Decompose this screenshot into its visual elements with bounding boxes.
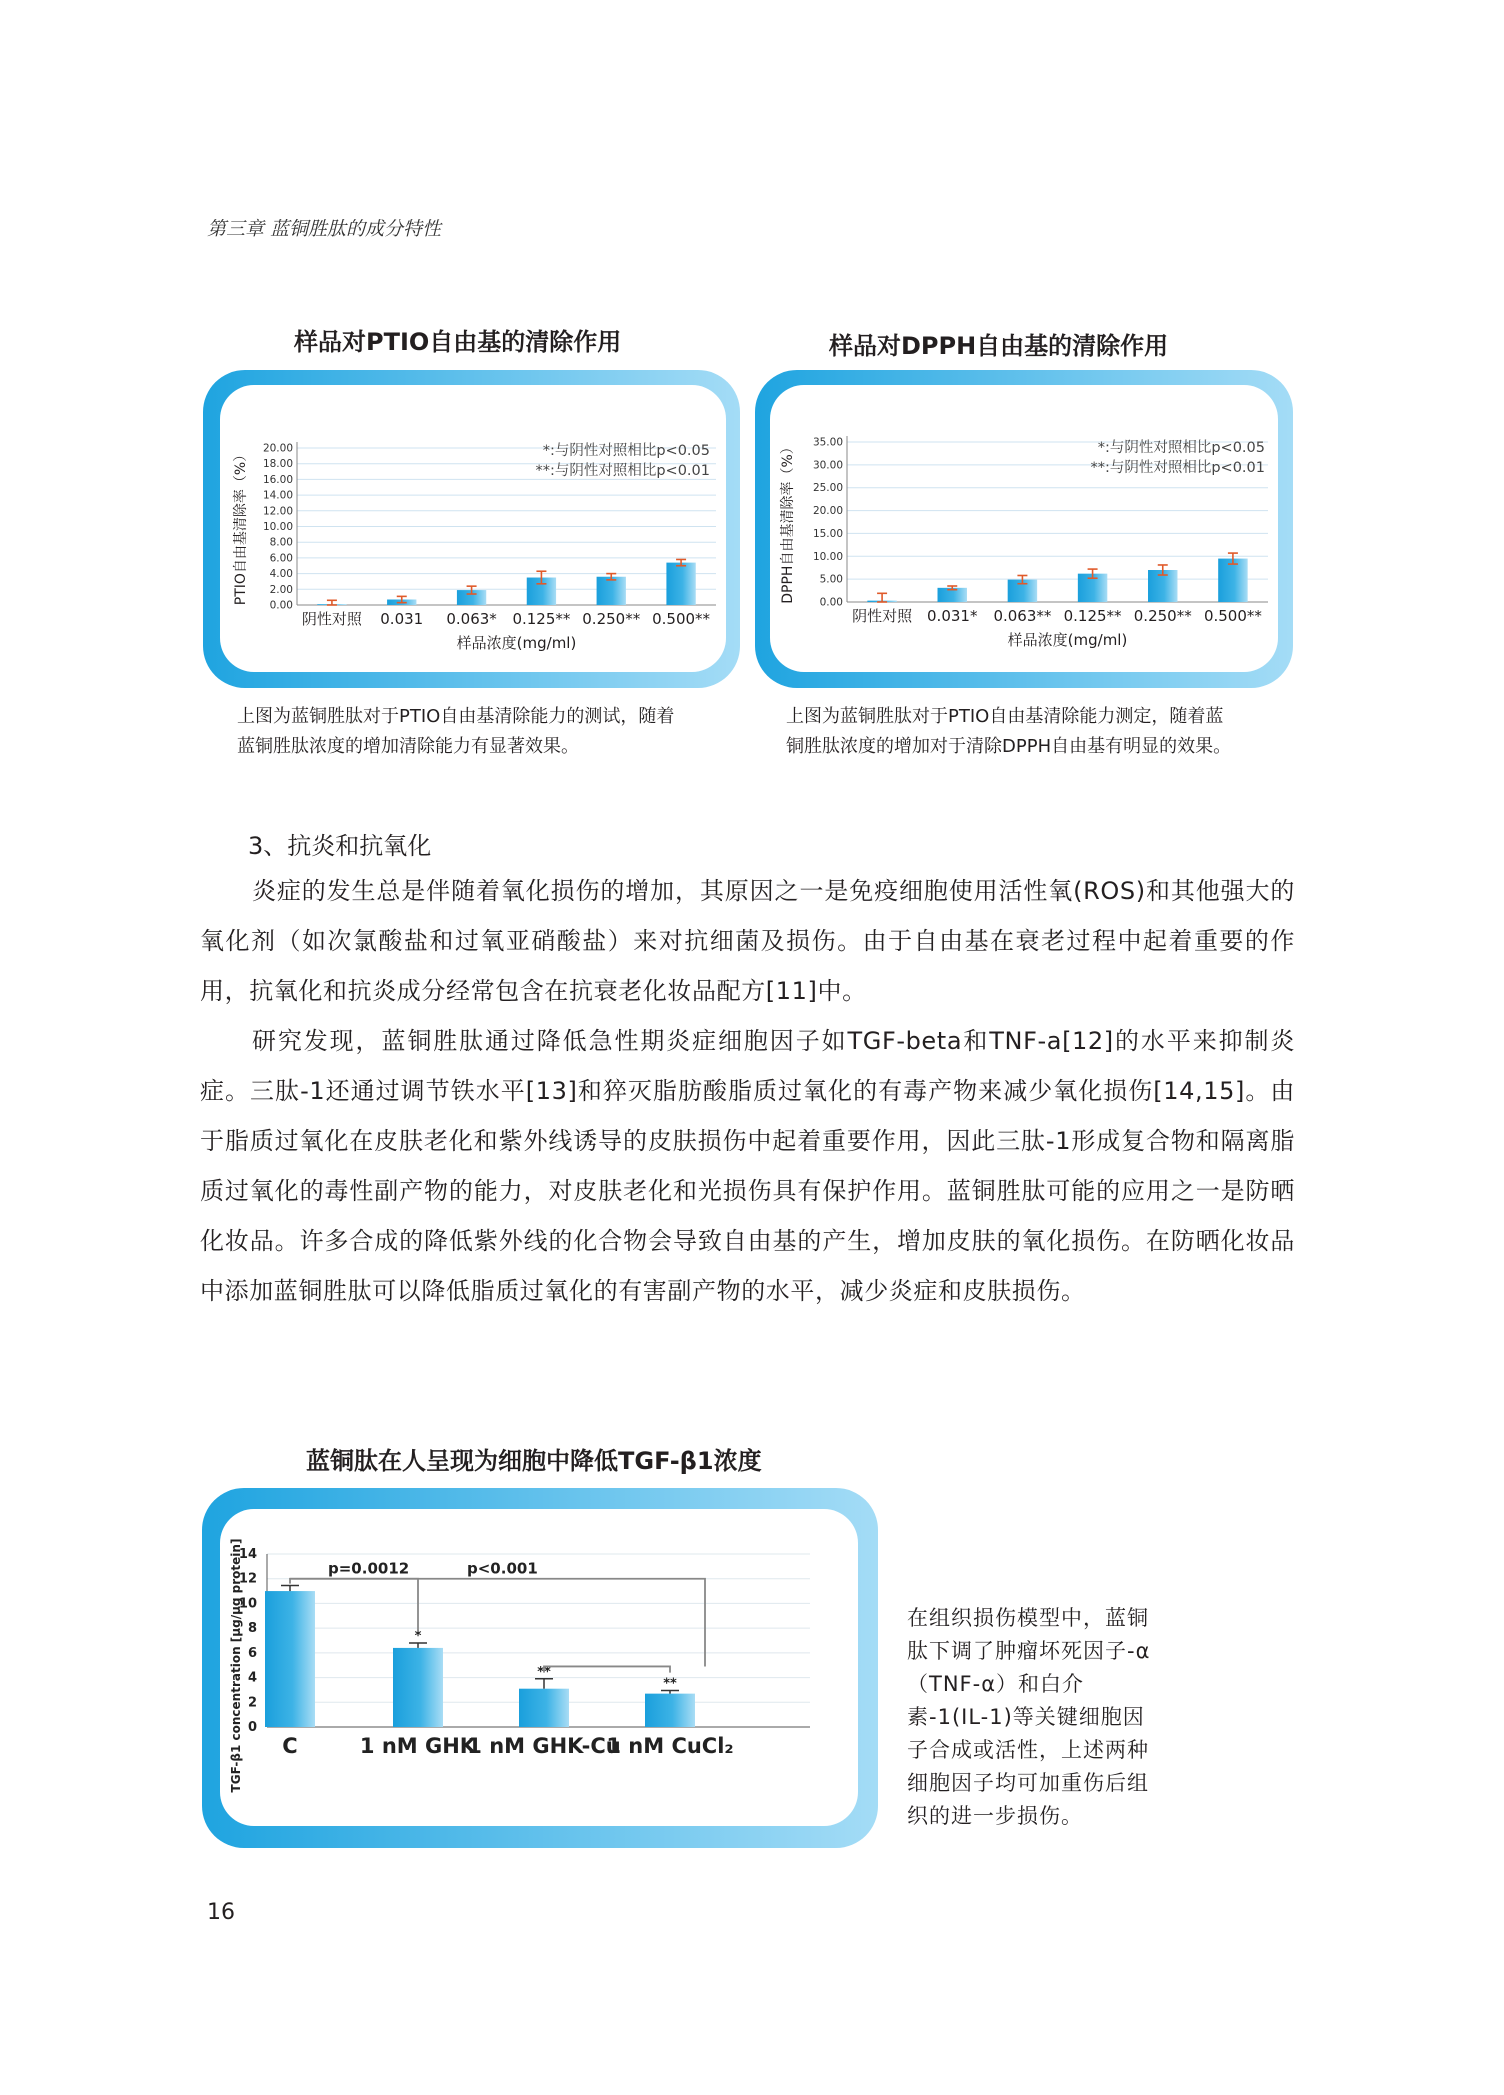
- dpph-chart: [770, 385, 1278, 672]
- y-tick-label: 20.00: [812, 505, 843, 518]
- y-tick-label: 25.00: [812, 482, 843, 495]
- y-tick-label: 6.00: [269, 552, 293, 565]
- y-tick-label: 30.00: [812, 459, 843, 472]
- x-tick-label: 1 nM CuCl₂: [606, 1734, 734, 1758]
- p-value-label: p=0.0012: [328, 1559, 410, 1578]
- y-tick-label: 15.00: [812, 527, 843, 540]
- x-axis-label: 样品浓度(mg/ml): [456, 634, 577, 652]
- significance-note: **:与阴性对照相比p<0.01: [1090, 460, 1265, 476]
- y-tick-label: 0.00: [819, 596, 843, 609]
- dpph-chart-frame: [755, 370, 1293, 688]
- x-tick-label: 0.250**: [582, 610, 641, 628]
- significance-note: *:与阴性对照相比p<0.05: [1097, 440, 1265, 456]
- dpph-caption: [786, 702, 1286, 762]
- dpph-chart-title: 样品对DPPH自由基的清除作用: [829, 332, 1169, 360]
- y-tick-label: 4.00: [269, 568, 293, 581]
- y-tick-label: 12.00: [262, 505, 293, 518]
- x-tick-label: 0.031: [380, 610, 424, 628]
- x-tick-label: 1 nM GHK-Cu: [467, 1734, 621, 1758]
- x-tick-label: 0.063*: [446, 610, 497, 628]
- chapter-header: 第三章 蓝铜胜肽的成分特性: [207, 218, 442, 240]
- tgf-chart-frame: [202, 1488, 878, 1848]
- x-tick-label: 0.125**: [512, 610, 571, 628]
- bar: [645, 1694, 695, 1727]
- y-tick-label: 20.00: [262, 442, 293, 455]
- dpph-caption-line1: 上图为蓝铜胜肽对于PTIO自由基清除能力测定，随着蓝: [786, 706, 1224, 727]
- p-value-label: p<0.001: [467, 1559, 538, 1578]
- y-tick-label: 14.00: [262, 489, 293, 502]
- y-axis-label: TGF-β1 concentration [μg/μg protein]: [229, 1538, 243, 1793]
- ptio-caption-line2: 蓝铜胜肽浓度的增加清除能力有显著效果。: [237, 736, 579, 757]
- bar: [666, 563, 695, 605]
- y-tick-label: 6: [247, 1645, 257, 1661]
- dpph-caption-line2: 铜胜肽浓度的增加对于清除DPPH自由基有明显的效果。: [786, 736, 1232, 757]
- x-tick-label: 0.125**: [1063, 607, 1122, 625]
- y-tick-label: 12: [238, 1571, 257, 1587]
- section-title: 3、抗炎和抗氧化: [248, 832, 432, 860]
- significance-mark: **: [537, 1664, 551, 1680]
- y-axis-label: DPPH自由基清除率（%）: [780, 440, 796, 604]
- paragraph-2: 研究发现，蓝铜胜肽通过降低急性期炎症细胞因子如TGF-beta和TNF-a[12]的水平来抑制炎症。三肽-1还通过调节铁水平[13]和猝灭脂肪酸脂质过氧化的有毒产物来减少氧化损伤[14,15]。由于脂质过氧化在皮肤老化和紫外线诱导的皮肤损伤中起着重要作用，因此三肽-1形成复合物和隔离脂质过氧化的毒性副产物的能力，对皮肤老化和光损伤具有保护作用。蓝铜胜肽可能的应用之一是防晒化妆品。许多合成的降低紫外线的化合物会导致自由基的产生，增加皮肤的氧化损伤。在防晒化妆品中添加蓝铜胜肽可以降低脂质过氧化的有害副产物的水平，减少炎症和皮肤损伤。: [200, 1027, 1295, 1305]
- y-tick-label: 16.00: [262, 473, 293, 486]
- significance-note: **:与阴性对照相比p<0.01: [535, 463, 710, 479]
- x-tick-label: 0.031*: [927, 607, 978, 625]
- bar: [265, 1591, 315, 1727]
- ptio-caption-line1: 上图为蓝铜胜肽对于PTIO自由基清除能力的测试，随着: [237, 706, 675, 727]
- y-tick-label: 0: [247, 1720, 257, 1735]
- x-tick-label: 阴性对照: [301, 610, 362, 628]
- x-tick-label: 0.250**: [1133, 607, 1192, 625]
- x-tick-label: 0.063**: [993, 607, 1052, 625]
- x-tick-label: C: [282, 1734, 298, 1758]
- side-note: 在组织损伤模型中，蓝铜肽下调了肿瘤坏死因子-α（TNF-α）和白介素-1(IL-1)等关键细胞因子合成或活性，上述两种细胞因子均可加重伤后组织的进一步损伤。: [907, 1606, 1151, 1828]
- bar: [597, 577, 626, 605]
- y-tick-label: 2: [247, 1695, 257, 1711]
- ptio-chart-frame: [203, 370, 740, 688]
- bar: [1218, 559, 1247, 602]
- x-tick-label: 1 nM GHK: [359, 1734, 477, 1758]
- y-tick-label: 0.00: [269, 599, 293, 612]
- y-axis-label: PTIO自由基清除率（%）: [233, 447, 249, 606]
- x-tick-label: 0.500**: [1203, 607, 1262, 625]
- tgf-chart-title: 蓝铜肽在人呈现为细胞中降低TGF-β1浓度: [306, 1447, 762, 1475]
- y-tick-label: 4: [247, 1670, 257, 1686]
- y-tick-label: 8: [247, 1621, 257, 1637]
- comparison-bracket: [544, 1666, 670, 1672]
- ptio-chart-title: 样品对PTIO自由基的清除作用: [294, 328, 622, 356]
- significance-mark: *: [414, 1628, 422, 1644]
- body-text: [200, 866, 1295, 1316]
- ptio-caption: [237, 702, 727, 762]
- y-tick-label: 14: [238, 1547, 257, 1562]
- y-tick-label: 2.00: [269, 583, 293, 596]
- tgf-chart: [220, 1509, 858, 1826]
- y-tick-label: 8.00: [269, 536, 293, 549]
- y-tick-label: 5.00: [819, 573, 843, 586]
- ptio-chart: [220, 385, 726, 672]
- x-tick-label: 阴性对照: [852, 607, 913, 625]
- x-axis-label: 样品浓度(mg/ml): [1007, 631, 1128, 649]
- y-tick-label: 35.00: [812, 436, 843, 449]
- bar: [519, 1689, 569, 1727]
- page-number: 16: [207, 1900, 235, 1925]
- y-tick-label: 10: [238, 1596, 257, 1612]
- y-tick-label: 10.00: [262, 521, 293, 533]
- significance-mark: **: [663, 1676, 677, 1692]
- significance-note: *:与阴性对照相比p<0.05: [542, 443, 710, 459]
- bar: [393, 1648, 443, 1727]
- y-tick-label: 18.00: [262, 458, 293, 471]
- y-tick-label: 10.00: [812, 550, 843, 563]
- x-tick-label: 0.500**: [652, 610, 711, 628]
- paragraph-1: 炎症的发生总是伴随着氧化损伤的增加，其原因之一是免疫细胞使用活性氧(ROS)和其他强大的氧化剂（如次氯酸盐和过氧亚硝酸盐）来对抗细菌及损伤。由于自由基在衰老过程中起着重要的作用，抗氧化和抗炎成分经常包含在抗衰老化妆品配方[11]中。: [200, 877, 1295, 1005]
